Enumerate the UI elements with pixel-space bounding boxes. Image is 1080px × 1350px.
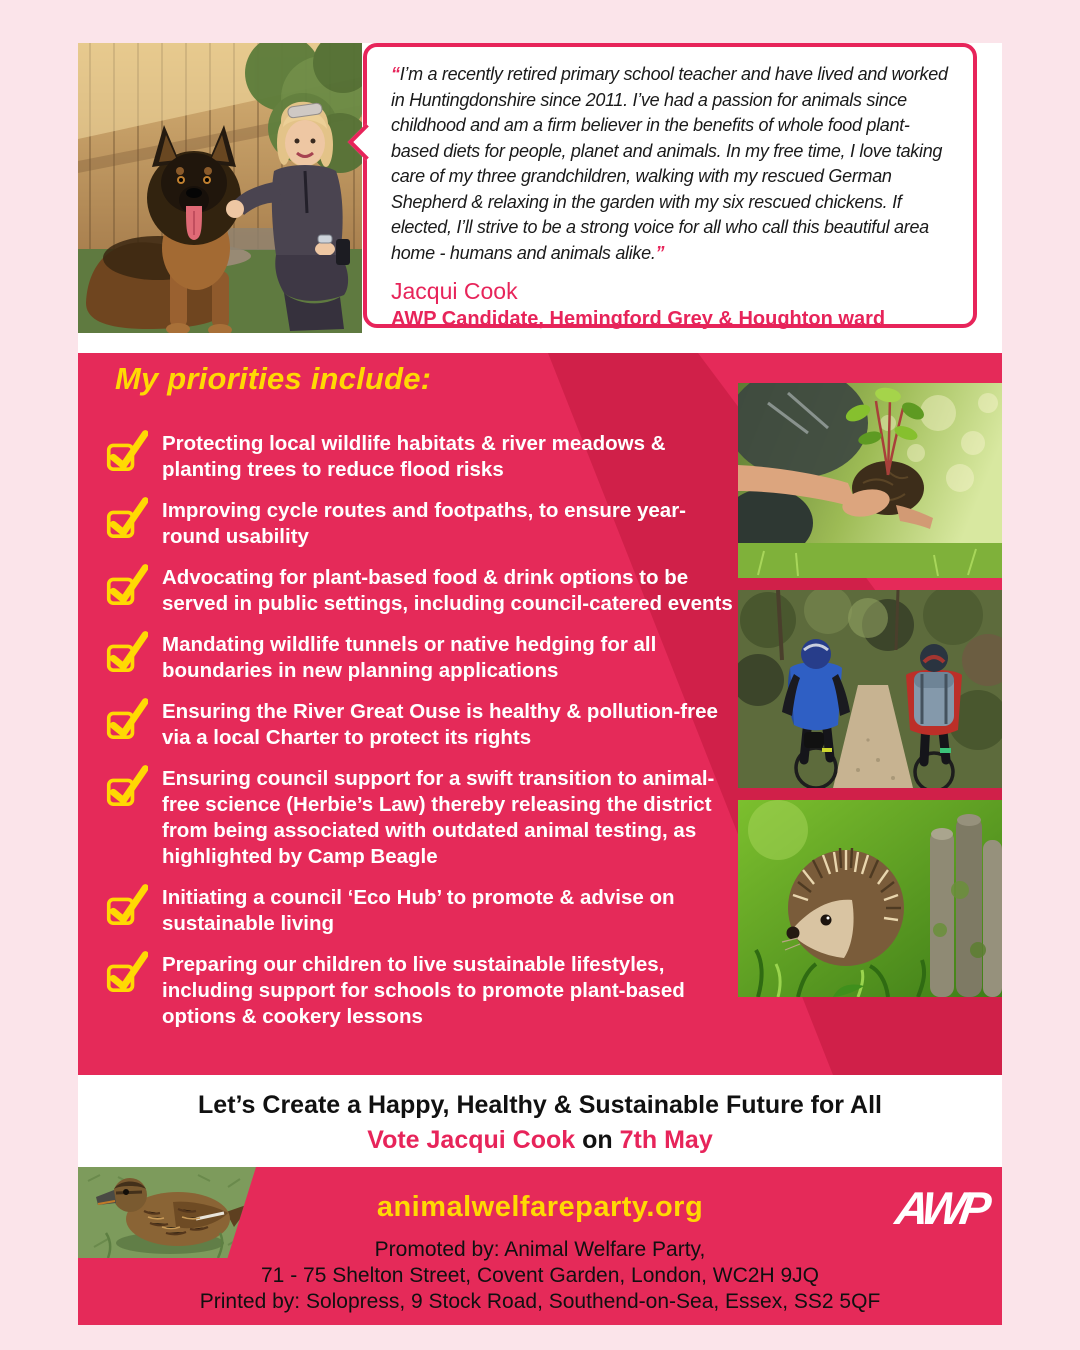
awp-logo: AWP xyxy=(892,1182,990,1234)
footer xyxy=(78,1167,1002,1325)
grass xyxy=(738,543,1002,578)
website-url: animalwelfareparty.org xyxy=(376,1191,704,1223)
quote-body-text: I’m a recently retired primary school teacher and have lived and worked in Huntingdonshire since 2011. I’ve had a passion for animals since childhood and am a firm believer in the benefits of whole food plant-based diets for people, planet and animals. In my free time, I love taking care of my three grandchildren, walking with my rescued German Shepherd & relaxing in the garden with my six rescued chickens. If elected, I’ll strive to be a strong voice for all who call this beautiful area home - humans and animals alike. xyxy=(391,64,948,263)
cta-headline: Let’s Create a Happy, Healthy & Sustainable Future for All xyxy=(198,1091,882,1119)
priority-text: Ensuring council support for a swift transition to animal-free science (Herbie’s Law) thereby releasing the district from being associated with outdated animal testing, as highlighted by Camp Beagle xyxy=(162,767,715,868)
address-line: 71 - 75 Shelton Street, Covent Garden, London, WC2H 9JQ xyxy=(261,1264,819,1287)
priority-item xyxy=(106,632,737,684)
quote-box xyxy=(363,43,977,328)
cta-vote-name: Vote Jacqui Cook xyxy=(367,1126,576,1154)
checkbox-check-icon xyxy=(106,561,148,607)
checkbox-check-icon xyxy=(106,762,148,808)
candidate-photo xyxy=(78,43,362,333)
checkbox-check-icon xyxy=(106,881,148,927)
open-quote-mark: “ xyxy=(391,64,400,84)
checkbox-check-icon xyxy=(106,695,148,741)
cta-vote-conjunction: on xyxy=(582,1126,613,1154)
priority-item xyxy=(106,498,737,550)
printed-by-line: Printed by: Solopress, 9 Stock Road, Southend-on-Sea, Essex, SS2 5QF xyxy=(199,1290,881,1313)
priority-item xyxy=(106,885,737,937)
cta-vote-date: 7th May xyxy=(619,1126,713,1154)
priority-list xyxy=(106,431,737,1045)
checkbox-check-icon xyxy=(106,948,148,994)
wooden-fence-posts xyxy=(930,814,1002,997)
priority-text: Protecting local wildlife habitats & river meadows & planting trees to reduce flood risks xyxy=(162,432,666,481)
close-quote-mark: ” xyxy=(655,242,665,263)
woman-with-german-shepherd-photo xyxy=(78,43,362,333)
checkbox-check-icon xyxy=(106,494,148,540)
promoted-by-line: Promoted by: Animal Welfare Party, xyxy=(374,1238,706,1261)
hedgehog-photo xyxy=(738,800,1002,997)
priorities-panel xyxy=(78,353,1002,1075)
priorities-heading: My priorities include: xyxy=(115,361,432,396)
priority-item xyxy=(106,565,737,617)
candidate-name: Jacqui Cook xyxy=(391,278,518,304)
candidate-role: AWP Candidate, Hemingford Grey & Houghton ward xyxy=(391,308,886,330)
checkbox-check-icon xyxy=(106,628,148,674)
priority-item xyxy=(106,431,737,483)
cta-band xyxy=(78,1075,1002,1167)
priority-text: Preparing our children to live sustainable lifestyles, including support for schools to promote plant-based options & cookery lessons xyxy=(162,953,685,1028)
priority-text: Ensuring the River Great Ouse is healthy & pollution-free via a local Charter to protect its rights xyxy=(162,700,718,749)
priority-item xyxy=(106,766,737,870)
cyclists-photo xyxy=(738,590,1002,788)
candidate-quote xyxy=(367,47,973,266)
priority-item xyxy=(106,952,737,1030)
flyer-content xyxy=(78,43,1002,1325)
priority-text: Initiating a council ‘Eco Hub’ to promote & advise on sustainable living xyxy=(162,886,675,935)
priority-item xyxy=(106,699,737,751)
priority-text: Mandating wildlife tunnels or native hedging for all boundaries in new planning applications xyxy=(162,633,657,682)
wrist-watch xyxy=(318,235,332,243)
cta-vote-line xyxy=(78,1126,1002,1155)
priority-text: Advocating for plant-based food & drink options to be served in public settings, including council-catered events xyxy=(162,566,733,615)
tree-planting-photo xyxy=(738,383,1002,578)
checkbox-check-icon xyxy=(106,427,148,473)
priority-text: Improving cycle routes and footpaths, to ensure year-round usability xyxy=(162,499,687,548)
imprint xyxy=(78,1237,1002,1315)
